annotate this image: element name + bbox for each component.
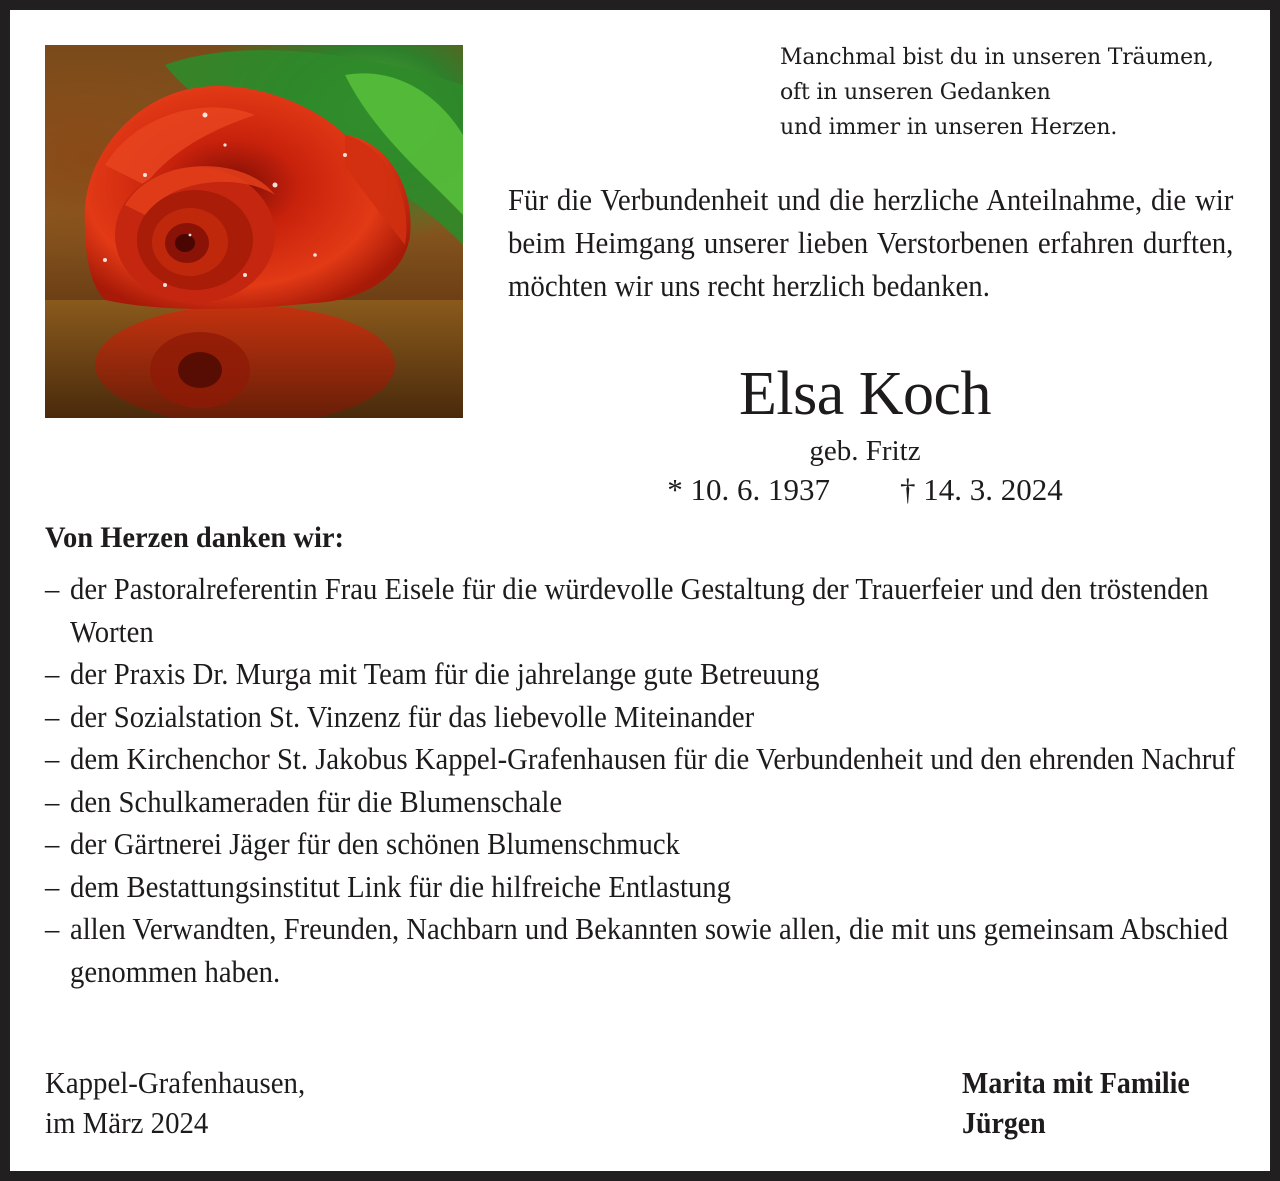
dash-bullet-icon: – bbox=[45, 868, 60, 904]
list-item-text: den Schulkameraden für die Blumenschale bbox=[69, 783, 563, 819]
birth-date: * 10. 6. 1937 bbox=[667, 472, 830, 507]
deceased-name: Elsa Koch bbox=[738, 360, 992, 428]
maiden-name: geb. Fritz bbox=[809, 435, 921, 467]
rose-photo bbox=[45, 45, 463, 418]
dash-bullet-icon: – bbox=[45, 698, 60, 734]
list-item-text: allen Verwandten, Freunden, Nachbarn und Bekannten sowie allen, die mit uns gemeinsam Abschied genommen haben. bbox=[69, 911, 1229, 989]
list-item bbox=[45, 823, 1272, 866]
list-item-text: der Praxis Dr. Murga mit Team für die jahrelange gute Betreuung bbox=[69, 656, 820, 691]
thanks-intro-paragraph: Für die Verbundenheit und die herzliche Anteilnahme, die wir beim Heimgang unserer lieben Verstorbenen erfahren durften, möchten wir uns recht herzlich bedanken. bbox=[508, 182, 1234, 303]
poem-line: oft in unseren Gedanken bbox=[780, 80, 1051, 105]
signature: Marita mit Familie bbox=[962, 1065, 1190, 1100]
dash-bullet-icon: – bbox=[45, 826, 60, 861]
signature: Jürgen bbox=[962, 1105, 1046, 1140]
list-item bbox=[45, 866, 1272, 909]
life-dates bbox=[600, 470, 1130, 510]
list-item-text: der Sozialstation St. Vinzenz für das liebevolle Miteinander bbox=[69, 698, 755, 734]
poem bbox=[780, 40, 1214, 145]
death-date: † 14. 3. 2024 bbox=[900, 472, 1063, 507]
dash-bullet-icon: – bbox=[45, 783, 60, 819]
thanks-list bbox=[45, 568, 1245, 993]
date: im März 2024 bbox=[45, 1105, 209, 1140]
signatures bbox=[962, 1063, 1190, 1143]
list-item-text: dem Kirchenchor St. Jakobus Kappel-Grafenhausen für die Verbundenheit und den ehrenden Nachruf bbox=[69, 741, 1236, 776]
list-item-text: der Pastoralreferentin Frau Eisele für die würdevolle Gestaltung der Trauerfeier und den tröstenden Worten bbox=[69, 571, 1209, 649]
list-item bbox=[45, 653, 1272, 696]
rose-illustration-icon bbox=[45, 45, 463, 418]
list-item-text: der Gärtnerei Jäger für den schönen Blumenschmuck bbox=[69, 826, 680, 861]
thanks-heading: Von Herzen danken wir: bbox=[45, 521, 345, 554]
dash-bullet-icon: – bbox=[45, 656, 60, 691]
place: Kappel-Grafenhausen, bbox=[45, 1065, 306, 1100]
obituary-card bbox=[10, 10, 1270, 1171]
list-item-text: dem Bestattungsinstitut Link für die hilfreiche Entlastung bbox=[69, 868, 731, 904]
poem-line: und immer in unseren Herzen. bbox=[780, 115, 1118, 140]
place-and-date bbox=[45, 1063, 305, 1143]
dash-bullet-icon: – bbox=[45, 741, 60, 776]
deceased-info bbox=[600, 358, 1130, 510]
list-item bbox=[45, 696, 1272, 739]
poem-line: Manchmal bist du in unseren Träumen, bbox=[780, 45, 1214, 70]
list-item bbox=[45, 781, 1272, 824]
dash-bullet-icon: – bbox=[45, 571, 60, 606]
dash-bullet-icon: – bbox=[45, 911, 60, 946]
list-item bbox=[45, 568, 1272, 653]
list-item bbox=[45, 908, 1272, 993]
list-item bbox=[45, 738, 1272, 781]
